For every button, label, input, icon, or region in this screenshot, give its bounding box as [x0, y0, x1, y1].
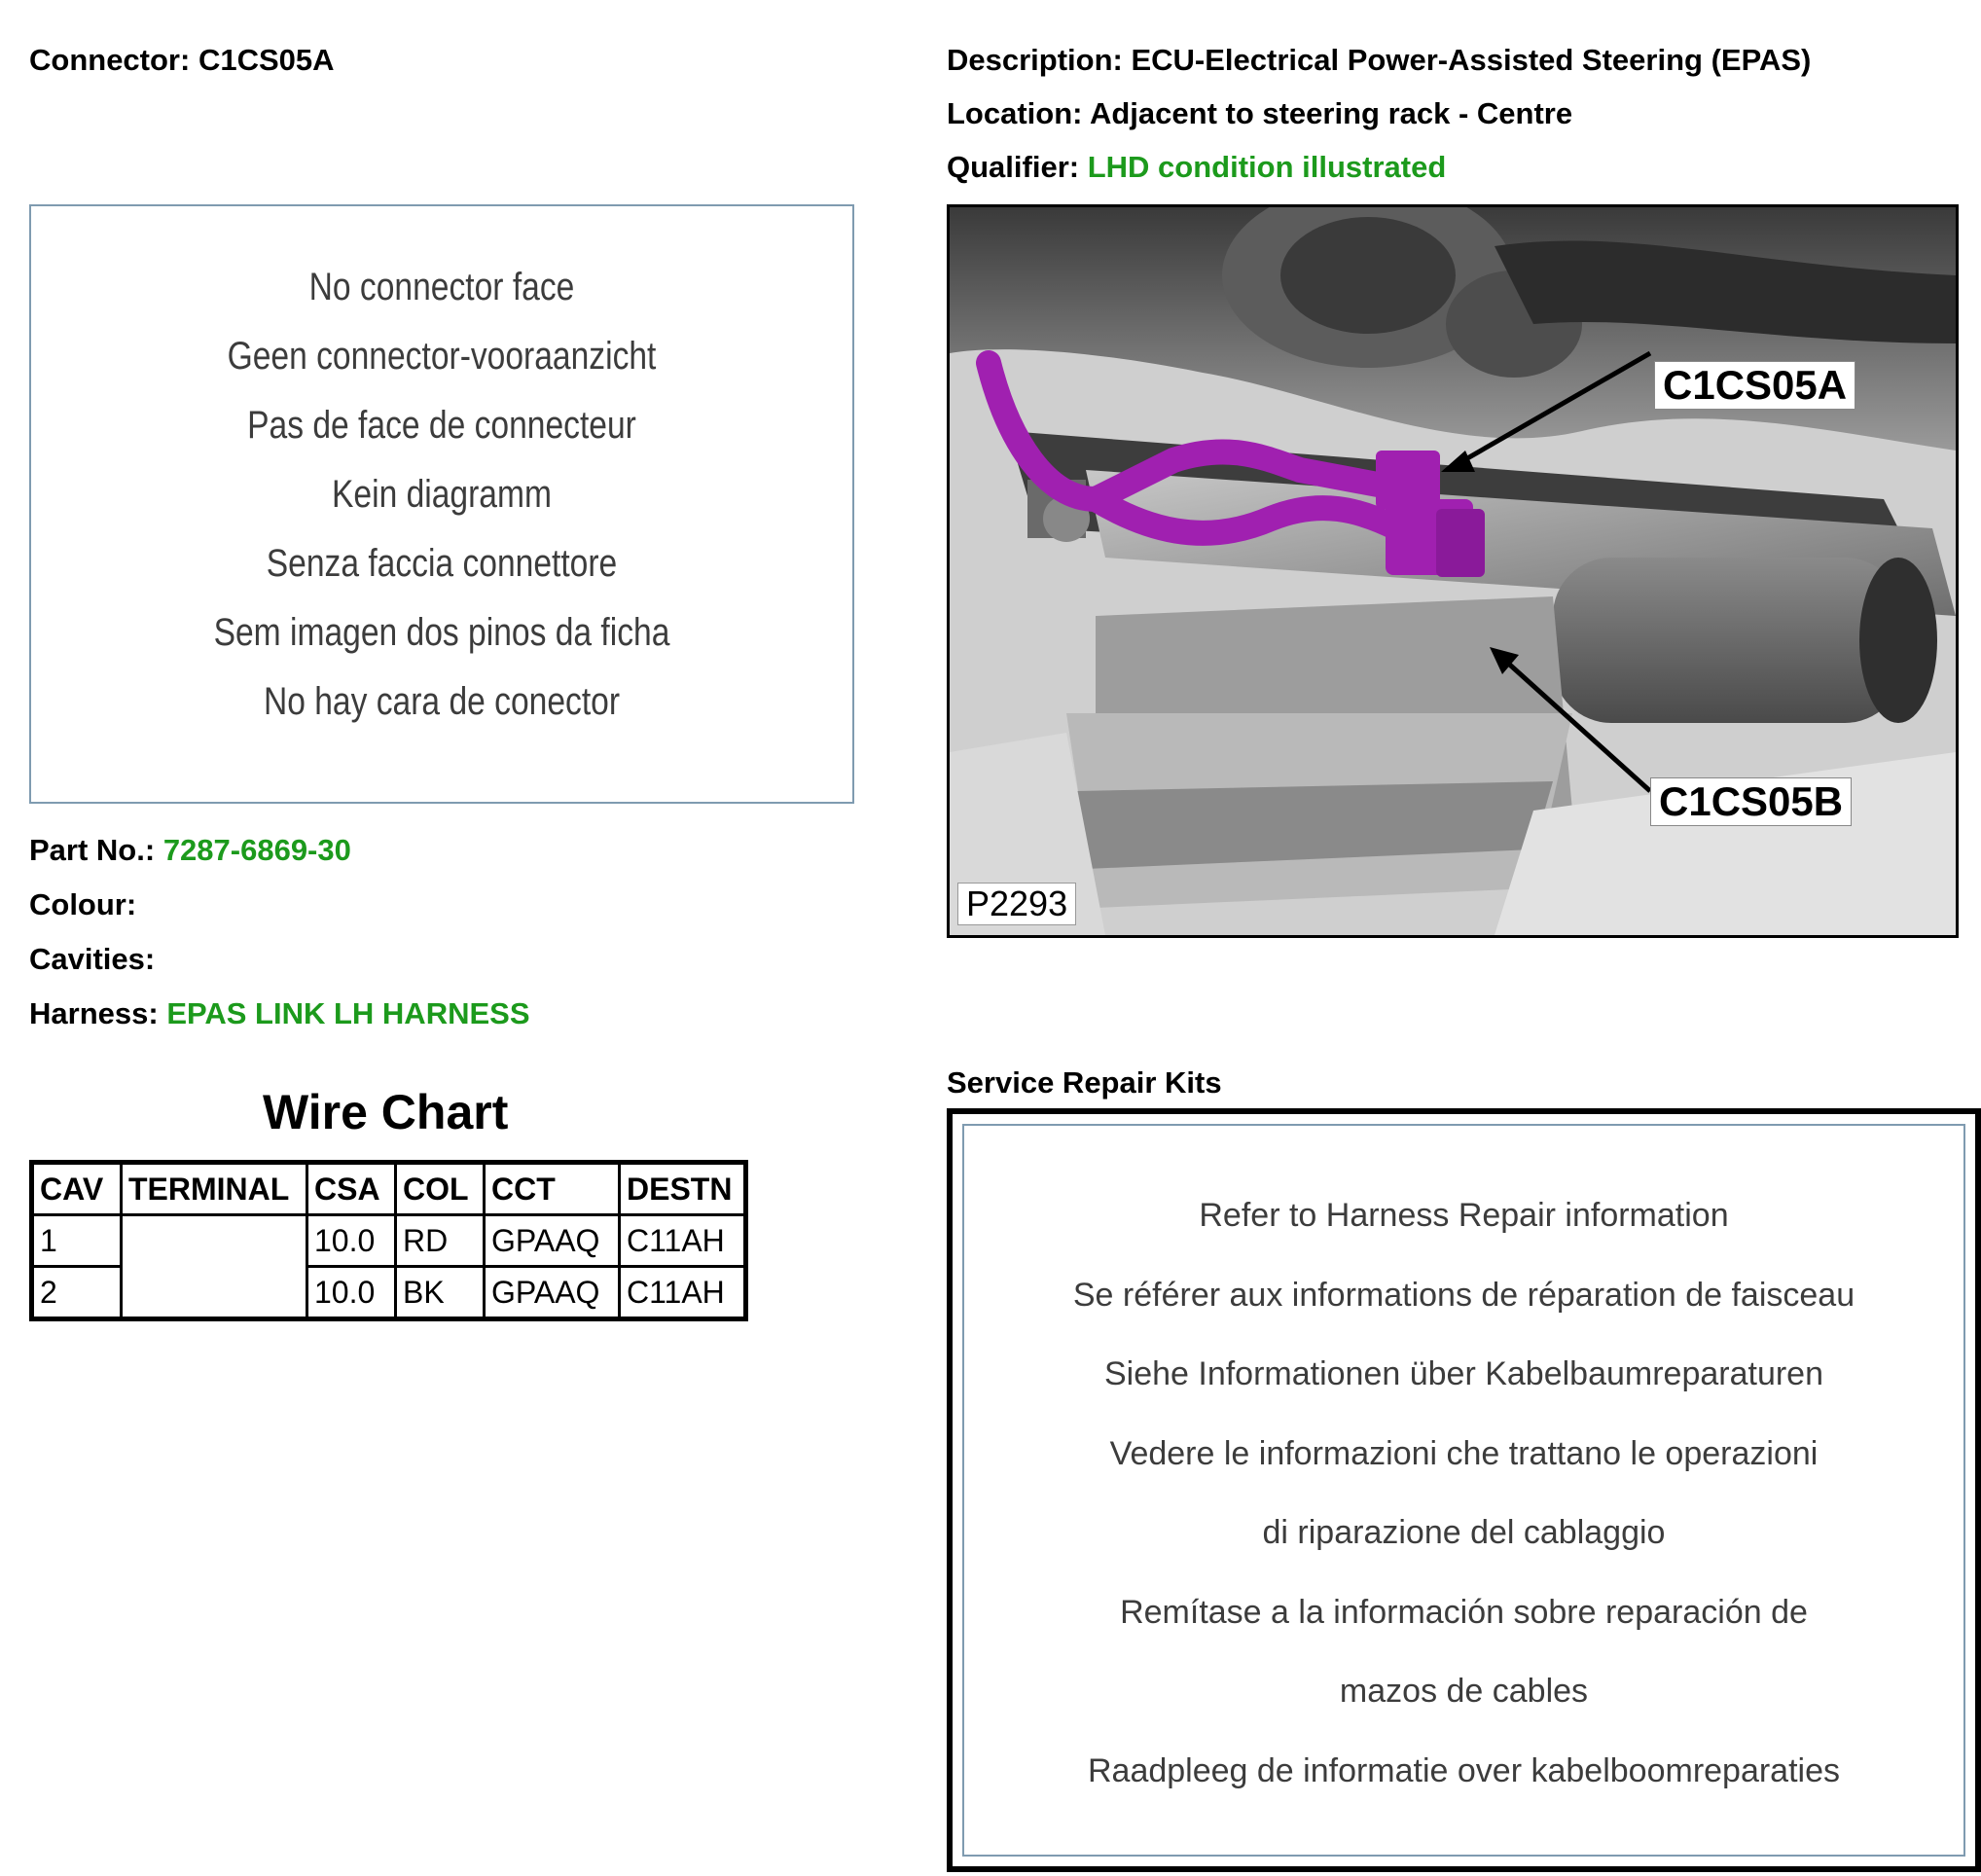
header-col: COL [396, 1163, 485, 1215]
location-photo [947, 204, 1959, 938]
header-csa: CSA [307, 1163, 396, 1215]
photo-code: P2293 [957, 883, 1076, 925]
callout-c1cs05b: C1CS05B [1650, 777, 1852, 826]
description-field [947, 45, 1811, 75]
qualifier-value: LHD condition illustrated [1087, 150, 1447, 184]
harness-value: EPAS LINK LH HARNESS [166, 996, 530, 1030]
cell-cav: 2 [32, 1267, 122, 1319]
header-destn: DESTN [620, 1163, 746, 1215]
cell-cav: 1 [32, 1215, 122, 1267]
cell-csa: 10.0 [307, 1215, 396, 1267]
connector-field [29, 45, 335, 75]
qualifier-label: Qualifier: [947, 150, 1080, 184]
cell-destn: C11AH [620, 1215, 746, 1267]
no-connector-face-line: Kein diagramm [332, 473, 552, 516]
no-connector-face-list [31, 253, 852, 737]
service-repair-kits-inner [962, 1124, 1965, 1857]
cell-csa: 10.0 [307, 1267, 396, 1319]
repair-info-line: Vedere le informazioni che trattano le operazioni [1109, 1434, 1819, 1472]
harness-label: Harness: [29, 996, 159, 1030]
location-field [947, 98, 1572, 128]
no-connector-face-box [29, 204, 854, 804]
repair-info-line: Se référer aux informations de réparation de faisceau [1072, 1276, 1855, 1314]
cell-terminal [122, 1215, 307, 1319]
callout-c1cs05a: C1CS05A [1654, 361, 1855, 410]
repair-info-line: di riparazione del cablaggio [1262, 1514, 1666, 1551]
repair-info-line: Remítase a la información sobre reparación de [1120, 1593, 1808, 1631]
colour-label: Colour: [29, 887, 137, 921]
cell-destn: C11AH [620, 1267, 746, 1319]
no-connector-face-line: Geen connector-vooraanzicht [227, 335, 657, 378]
service-repair-kits-title: Service Repair Kits [947, 1065, 1222, 1100]
connector-label: Connector: [29, 43, 191, 77]
cavities-field [29, 944, 155, 974]
service-repair-kits-box [947, 1108, 1981, 1872]
colour-field [29, 889, 136, 920]
repair-info-line: Refer to Harness Repair information [1199, 1197, 1729, 1234]
description-value: ECU-Electrical Power-Assisted Steering (EPAS) [1131, 43, 1812, 77]
cell-cct: GPAAQ [485, 1215, 620, 1267]
harness-field [29, 998, 530, 1028]
no-connector-face-line: Pas de face de connecteur [247, 404, 636, 447]
no-connector-face-line: No hay cara de conector [263, 680, 621, 723]
service-repair-kits-list [964, 1176, 1963, 1811]
part-no-value: 7287-6869-30 [162, 833, 351, 867]
header-cav: CAV [32, 1163, 122, 1215]
table-row [32, 1215, 746, 1267]
repair-info-line: Raadpleeg de informatie over kabelboomreparaties [1087, 1751, 1841, 1789]
cell-cct: GPAAQ [485, 1267, 620, 1319]
cavities-label: Cavities: [29, 942, 156, 976]
qualifier-field [947, 152, 1446, 182]
repair-info-line: Siehe Informationen über Kabelbaumreparaturen [1103, 1355, 1824, 1392]
no-connector-face-line: Senza faccia connettore [266, 542, 618, 585]
part-no-field [29, 835, 351, 865]
location-value: Adjacent to steering rack - Centre [1089, 96, 1573, 130]
cell-col: RD [396, 1215, 485, 1267]
no-connector-face-line: No connector face [308, 266, 575, 308]
cell-col: BK [396, 1267, 485, 1319]
connector-value: C1CS05A [198, 43, 335, 77]
description-label: Description: [947, 43, 1123, 77]
repair-info-line: mazos de cables [1339, 1673, 1589, 1710]
location-label: Location: [947, 96, 1083, 130]
header-cct: CCT [485, 1163, 620, 1215]
wire-chart-header-row [32, 1163, 746, 1215]
header-terminal: TERMINAL [122, 1163, 307, 1215]
wire-chart-title: Wire Chart [263, 1085, 509, 1139]
wire-chart-table [29, 1160, 748, 1321]
part-no-label: Part No.: [29, 833, 156, 867]
no-connector-face-line: Sem imagen dos pinos da ficha [213, 611, 670, 654]
